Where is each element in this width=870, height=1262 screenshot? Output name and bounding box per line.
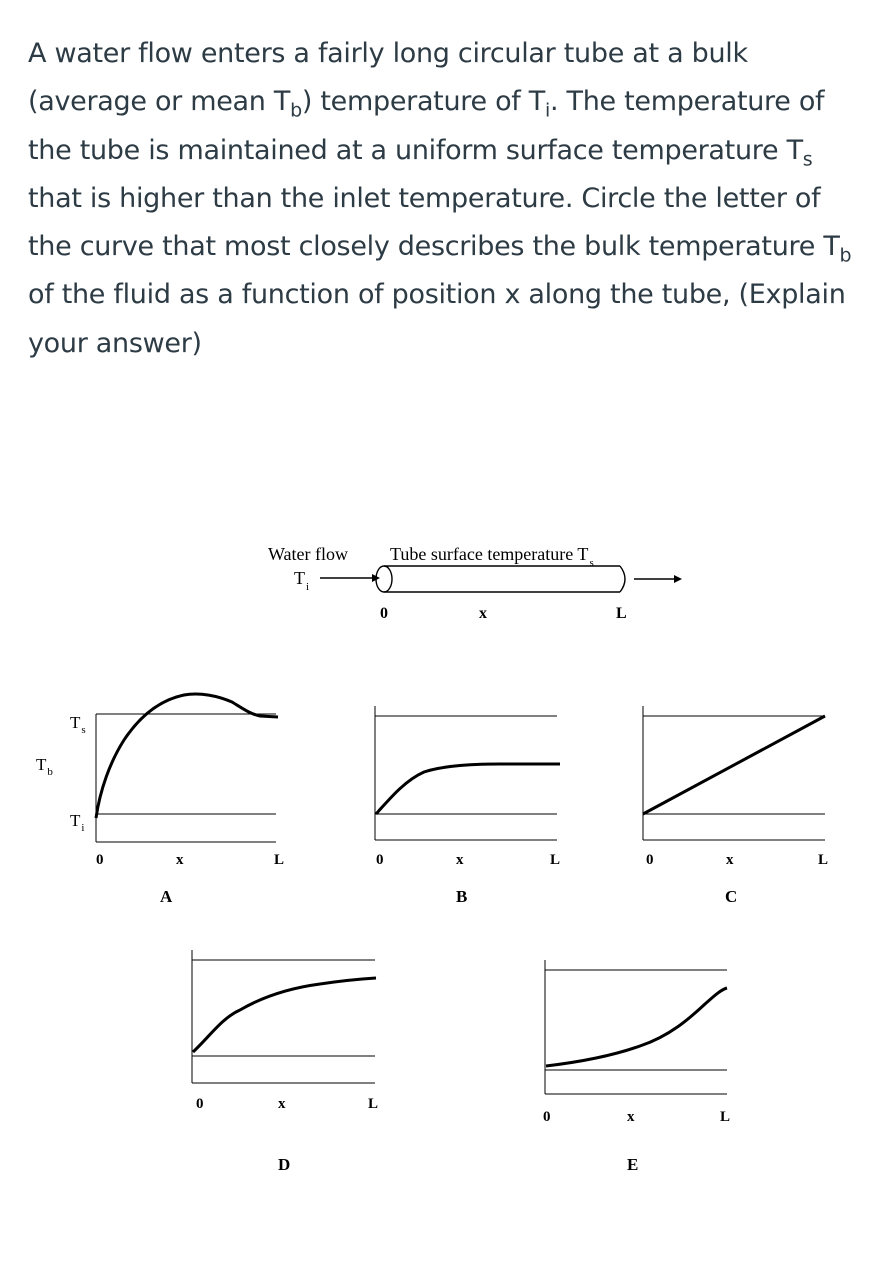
- curve-e: [546, 988, 727, 1066]
- subscript: s: [802, 147, 813, 170]
- graph-b: [375, 706, 560, 840]
- graph-c-label: C: [725, 887, 738, 906]
- subscript: b: [290, 99, 302, 122]
- tick-l: L: [368, 1096, 379, 1112]
- tube-l-label: L: [616, 605, 627, 622]
- question-part: . The temperature of the tube is maintained at a uniform surface temperature T: [28, 86, 825, 166]
- curve-b: [376, 764, 560, 814]
- question-part: that is higher than the inlet temperature. Circle the letter of the curve that most closely describes the bulk temperature T: [28, 182, 840, 263]
- tick-0: 0: [96, 852, 104, 868]
- tick-0: 0: [196, 1096, 204, 1112]
- tick-x: x: [627, 1109, 635, 1125]
- tick-x: x: [176, 852, 184, 868]
- tick-x: x: [456, 852, 464, 868]
- tick-l: L: [550, 852, 561, 868]
- tick-x: x: [278, 1096, 286, 1112]
- tick-l: L: [274, 852, 285, 868]
- water-flow-label: Water flow: [268, 544, 349, 564]
- tick-0: 0: [376, 852, 384, 868]
- question-part: A water flow enters a fairly long circular tube at a bulk (average or mean T: [28, 38, 748, 118]
- tube-schematic: [320, 566, 682, 592]
- question-part: ) temperature of T: [301, 86, 545, 118]
- curve-c: [643, 716, 825, 814]
- graph-e: [545, 960, 727, 1094]
- ts-axis-label: $T_s$: [70, 713, 86, 736]
- graph-e-label: E: [627, 1155, 639, 1174]
- graph-b-label: B: [456, 887, 468, 906]
- tick-0: 0: [543, 1109, 551, 1125]
- surface-temp-label: Tube surface temperature $T_s$: [390, 544, 594, 569]
- ti-axis-label: $T_i$: [70, 811, 85, 834]
- tick-0: 0: [646, 852, 654, 868]
- curve-d: [193, 978, 376, 1052]
- tick-l: L: [720, 1109, 731, 1125]
- tube-origin-label: 0: [380, 605, 388, 622]
- question-part: of the fluid as a function of position x along the tube, (Explain your answer): [28, 279, 846, 359]
- graph-a: [96, 694, 278, 842]
- ti-label: $T_i$: [294, 568, 310, 593]
- tick-x: x: [726, 852, 734, 868]
- subscript: b: [839, 244, 852, 267]
- curve-a: [96, 694, 278, 818]
- graph-a-label: A: [160, 887, 173, 906]
- graph-d: [192, 950, 376, 1083]
- tube-outlet-end: [620, 566, 625, 592]
- tube-x-label: x: [479, 605, 487, 622]
- tube-labels: [268, 544, 627, 622]
- subscript: i: [545, 99, 550, 122]
- tube-inlet-end: [376, 566, 392, 592]
- tick-l: L: [818, 852, 829, 868]
- tb-axis-label: $T_b$: [36, 755, 53, 778]
- graph-c: [643, 706, 825, 840]
- outlet-arrowhead: [674, 575, 682, 583]
- graph-d-label: D: [278, 1155, 291, 1174]
